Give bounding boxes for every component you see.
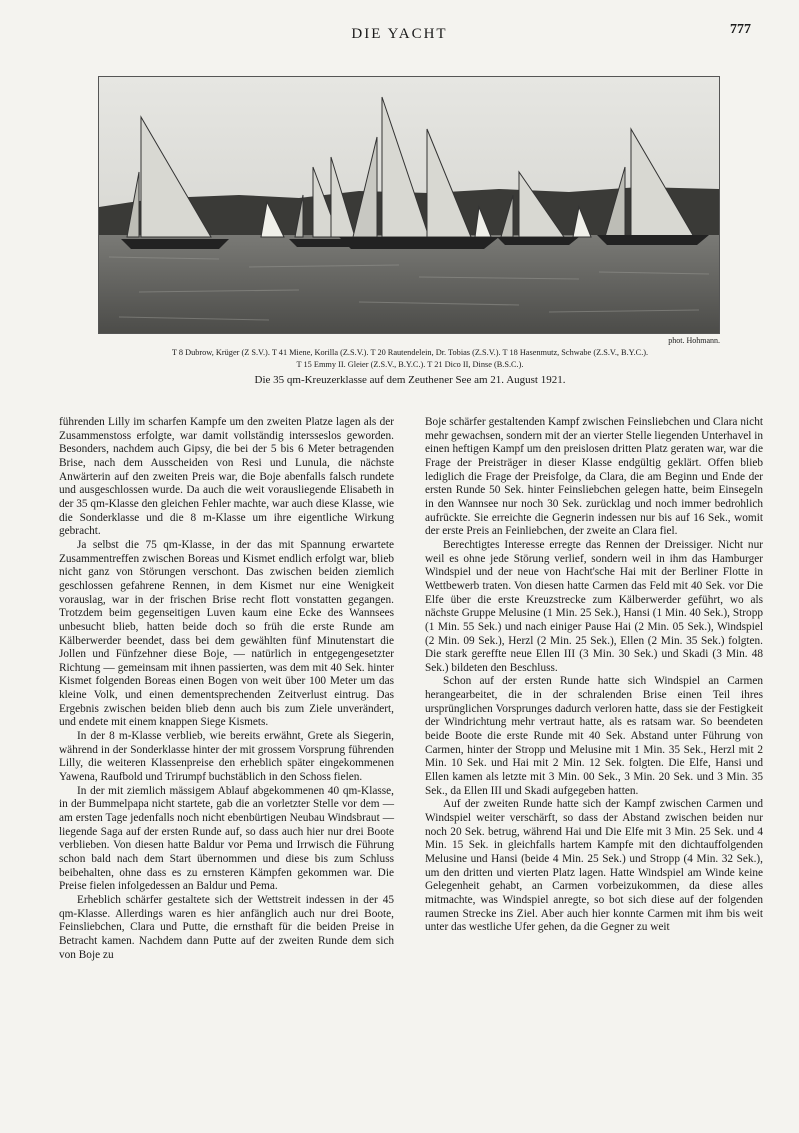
photo-caption-line: T 8 Dubrow, Krüger (Z S.V.). T 41 Miene, Korilla (Z.S.V.). T 20 Rautendelein, Dr. Tobias (Z.S.V.). T 18 Hasenmutz, Schwabe (Z.S.V., B.Y.C.). [171,348,649,357]
right-text-column [425,416,763,935]
paragraph: In der 8 m-Klasse verblieb, wie bereits erwähnt, Grete als Siegerin, während in der Sonderklasse hinter der mit grossem Vorsprung führenden Lilly, die weiteren Klassenpreise den erheblich später eingekommenen Yawena, Raufbold und Trirumpf buchstäblich in den Schoss fielen. [59,730,394,784]
photo-credit: phot. Hohmann. [668,336,720,345]
left-text-column [59,416,394,962]
running-title: DIE YACHT [351,26,448,42]
paragraph: Auf der zweiten Runde hatte sich der Kampf zwischen Carmen und Windspiel weiter verschärft, so dass der Abstand zwischen beiden nur noch 20 Sek. betrug, während Hai und Die Elfe mit 3 Min. 25 Sek. und 4 Min. 15 Sek. in gleichfalls hartem Kampfe mit den dichtauffolgenden Melusine und Hansi (beide 4 Min. 25 Sek.) und Stropp (4 Min. 32 Sek.), um den dritten und vierten Platz lagen. Hatte Windspiel am Winde keine Gelegenheit gehabt, an Carmen vorbeizukommen, da diese alles mitmachte, was Windspiel anregte, so bot sich diese auf der folgenden raumen Strecke ins Ziel. Aber auch hier konnte Carmen mit ihm bis weit unter das westliche Ufer gehen, da die Gegner zu weit [425,798,763,934]
paragraph: führenden Lilly im scharfen Kampfe um den zweiten Platze lagen als der Zusammenstoss erfolgte, war damit vollständig intersseslos geworden. Besonders, nachdem auch Gipsy, die bei der 5 bis 6 Meter betragenden Brise, nach dem Ausscheiden von Resi und Lunula, die nächste Anwärterin auf den zweiten Preis war, die Boje abenfalls falsch rundete und ausgeschlossen wurde. Da auch die weit vorausliegende Elisabeth in der 35 qm-Klasse den gleichen Fehler machte, war auch diese Klasse, wie die Sonderklasse und die 8 m-Klasse um ihre eigentliche Wirkung gebracht. [59,416,394,538]
figure-title: Die 35 qm-Kreuzerklasse auf dem Zeuthener See am 21. August 1921. [254,374,566,386]
paragraph: In der mit ziemlich mässigem Ablauf abgekommenen 40 qm-Klasse, in der Bummelpapa nicht startete, gab die an vorletzter Stelle vor dem — am ersten Tage jedenfalls noch nicht ebenbürtigen Neubau Windsbraut — liegende Saga auf der ersten Runde auf, so dass auch hier nur drei Boote verblieben. Von diesen hatte Baldur vor Pema und Irrwisch die Führung schon bald nach dem Start übernommen und diese bis zum Schluss beibehalten, ohne dass es zu ernsteren Kämpfen gekommen war. Die Preise fielen infolgedessen an Baldur und Pema. [59,784,394,893]
page-number: 777 [730,22,751,37]
paragraph: Erheblich schärfer gestaltete sich der Wettstreit indessen in der 45 qm-Klasse. Allerdings waren es hier anfänglich auch nur drei Boote, Feinsliebchen, Clara und Putte, die ernsthaft für die beiden Preise in Betracht kamen. Nachdem dann Putte auf der zweiten Runde dem sich von Boje zu [59,893,394,961]
paragraph: Ja selbst die 75 qm-Klasse, in der das mit Spannung erwartete Zusammentreffen zwischen Boreas und Kismet endlich erfolgt war, blieb nicht ganz von Störungen verschont. Das zwischen beiden ziemlich geschlossen gefahrene Rennen, in dem Kismet nur eine Wenigkeit vorauslag, war in der frischen Brise recht flott vonstatten gegangen. Trotzdem beim gegenseitigen Luven kaum eine Ecke des Wannsees unbesucht blieb, hatten beide doch so früh die erste Runde am Kälberwerder beendet, dass bei dem gewählten fünf Minutenstart die Jollen und Fünfzehner diese Boje, — natürlich in entgegengesetzter Richtung — gemeinsam mit ihnen passierten, was dem mit 40 Sek. hinter Kismet folgenden Boreas einen Bogen von weit über 100 Meter um das kleine Volk, und einen dementsprechenden Zeitverlust eintrug. Das Ergebnis zwischen beiden blieb denn auch bis zum Ziele unverändert, und endete mit einem knappen Siege Kismets. [59,538,394,729]
paragraph: Schon auf der ersten Runde hatte sich Windspiel an Carmen herangearbeitet, die in der schralenden Brise einen Teil ihres ursprünglichen Vorsprunges dadurch verloren hatte, dass sie der Festigkeit der Windrichtung mehr vertraut hatte, als es ratsam war. So beendeten beide Boote die erste Runde mit 40 Sek. Abstand unter Führung von Carmen, hinter der Stropp und Melusine mit 1 Min. 35 Sek., Herzl mit 2 Min. 10 Sek. und Hai mit 2 Min. 12 Sek. folgten. Die Elfe, Hansi und Ellen kamen als letzte mit 3 Min. 00 Sek., 3 Min. 20 Sek. und 3 Min. 35 Sek., da Ellen III und Skadi aufgegeben hatten. [425,675,763,797]
photo-caption-line: T 15 Emmy II. Gleier (Z.S.V., B.Y.C.). T 21 Dico II, Dinse (B.S.C.). [296,360,524,369]
paragraph: Boje schärfer gestaltenden Kampf zwischen Feinsliebchen und Clara nicht mehr gewachsen, sondern mit der an vierter Stelle liegenden Unterhavel in einen heftigen Kampf um den preislosen dritten Platz geraten war, war die Frage der Preisträger in dieser Klasse endgültig geklärt. Offen blieb lediglich die Frage der Preisfolge, da Clara, die am Beginn und Ende der ersten Runde 50 Sek. hinter Feinsliebchen gelegen hatte, beim Einsegeln in den Wannsee nur noch 30 Sek. zurücklag und noch immer bedrohlich aufrückte. Sie erreichte die Gegnerin indessen nur bis auf 16 Sek., womit der erste Preis an Feinliebchen, der zweite an Clara fiel. [425,416,763,538]
regatta-photograph [98,76,720,334]
paragraph: Berechtigtes Interesse erregte das Rennen der Dreissiger. Nicht nur weil es ohne jede Störung verlief, sondern weil in ihm das Hamburger Windspiel und der neue von Hacht'sche Hai mit der Berliner Flotte in Wettbewerb traten. Von diesen hatte Carmen das Feld mit 40 Sek. vor Die Elfe über die erste Kreuzstrecke zum Kälberwerder geführt, wo als nächste Gruppe Melusine (1 Min. 25 Sek.), Hansi (1 Min. 40 Sek.), Stropp (1 Min. 55 Sek.) und nach einiger Pause Hai (2 Min. 05 Sek.), Windspiel (2 Min. 09 Sek.), Herzl (2 Min. 25 Sek.), Ellen (2 Min. 35 Sek.) folgten. Die stark gereffte neue Ellen III (3 Min. 30 Sek.) und Skadi (3 Min. 48 Sek.) bildeten den Beschluss. [425,538,763,674]
photo-illustration [99,77,719,333]
